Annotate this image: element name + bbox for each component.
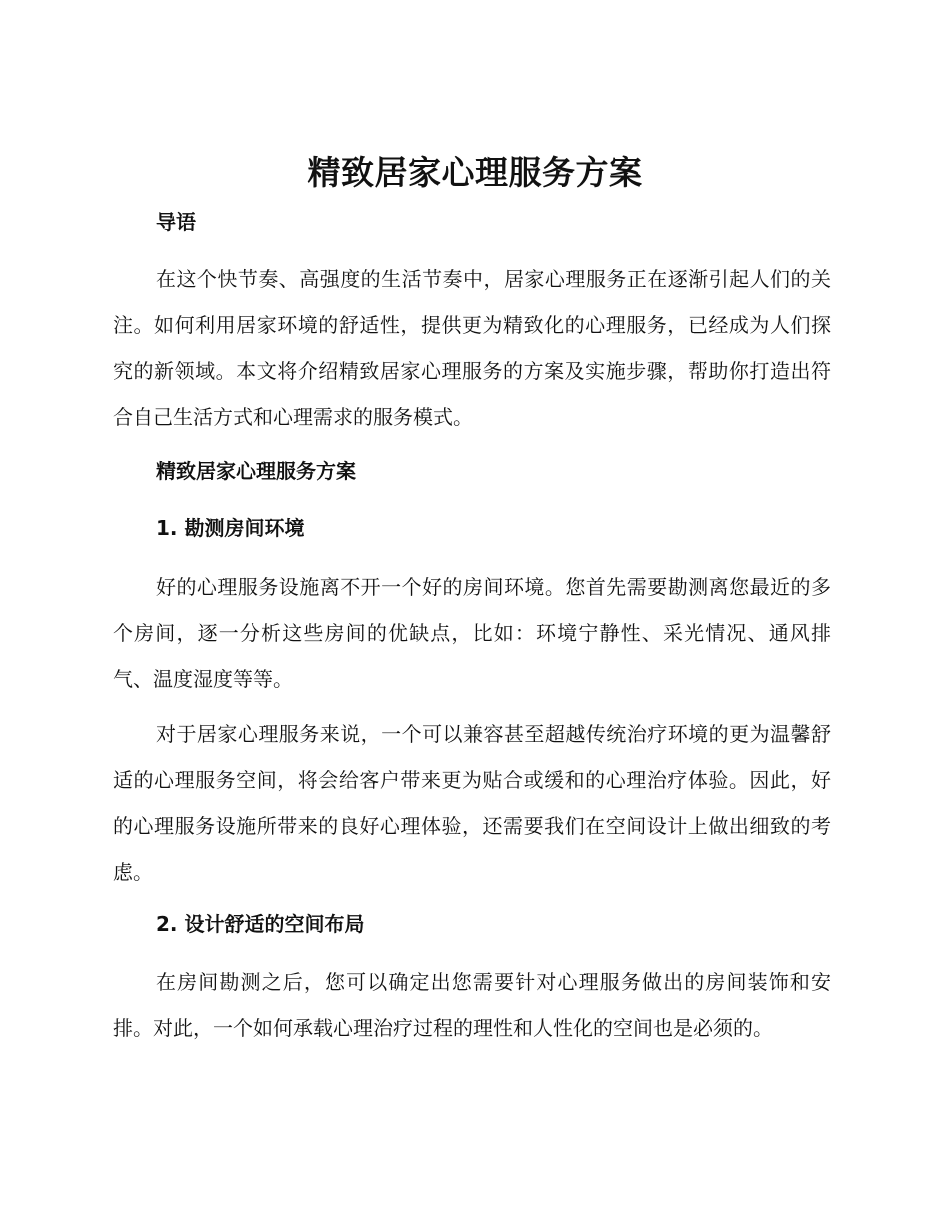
- step1-paragraph-1: 好的心理服务设施离不开一个好的房间环境。您首先需要勘测离您最近的多个房间，逐一分析这些房间的优缺点，比如：环境宁静性、采光情况、通风排气、温度湿度等等。: [113, 575, 831, 691]
- step2-paragraph-1: 在房间勘测之后，您可以确定出您需要针对心理服务做出的房间装饰和安排。对此，一个如何承载心理治疗过程的理性和人性化的空间也是必须的。: [113, 970, 831, 1040]
- step2-heading: 2. 设计舒适的空间布局: [156, 912, 365, 936]
- intro-heading: 导语: [156, 210, 196, 234]
- section-heading: 精致居家心理服务方案: [156, 459, 356, 483]
- step1-heading: 1. 勘测房间环境: [156, 516, 305, 540]
- intro-paragraph: 在这个快节奏、高强度的生活节奏中，居家心理服务正在逐渐引起人们的关注。如何利用居家环境的舒适性，提供更为精致化的心理服务，已经成为人们探究的新领域。本文将介绍精致居家心理服务的方案及实施步骤，帮助你打造出符合自己生活方式和心理需求的服务模式。: [113, 267, 831, 429]
- document-title: 精致居家心理服务方案: [307, 153, 643, 192]
- step1-paragraph-2: 对于居家心理服务来说，一个可以兼容甚至超越传统治疗环境的更为温馨舒适的心理服务空间，将会给客户带来更为贴合或缓和的心理治疗体验。因此，好的心理服务设施所带来的良好心理体验，还需要我们在空间设计上做出细致的考虑。: [113, 722, 831, 884]
